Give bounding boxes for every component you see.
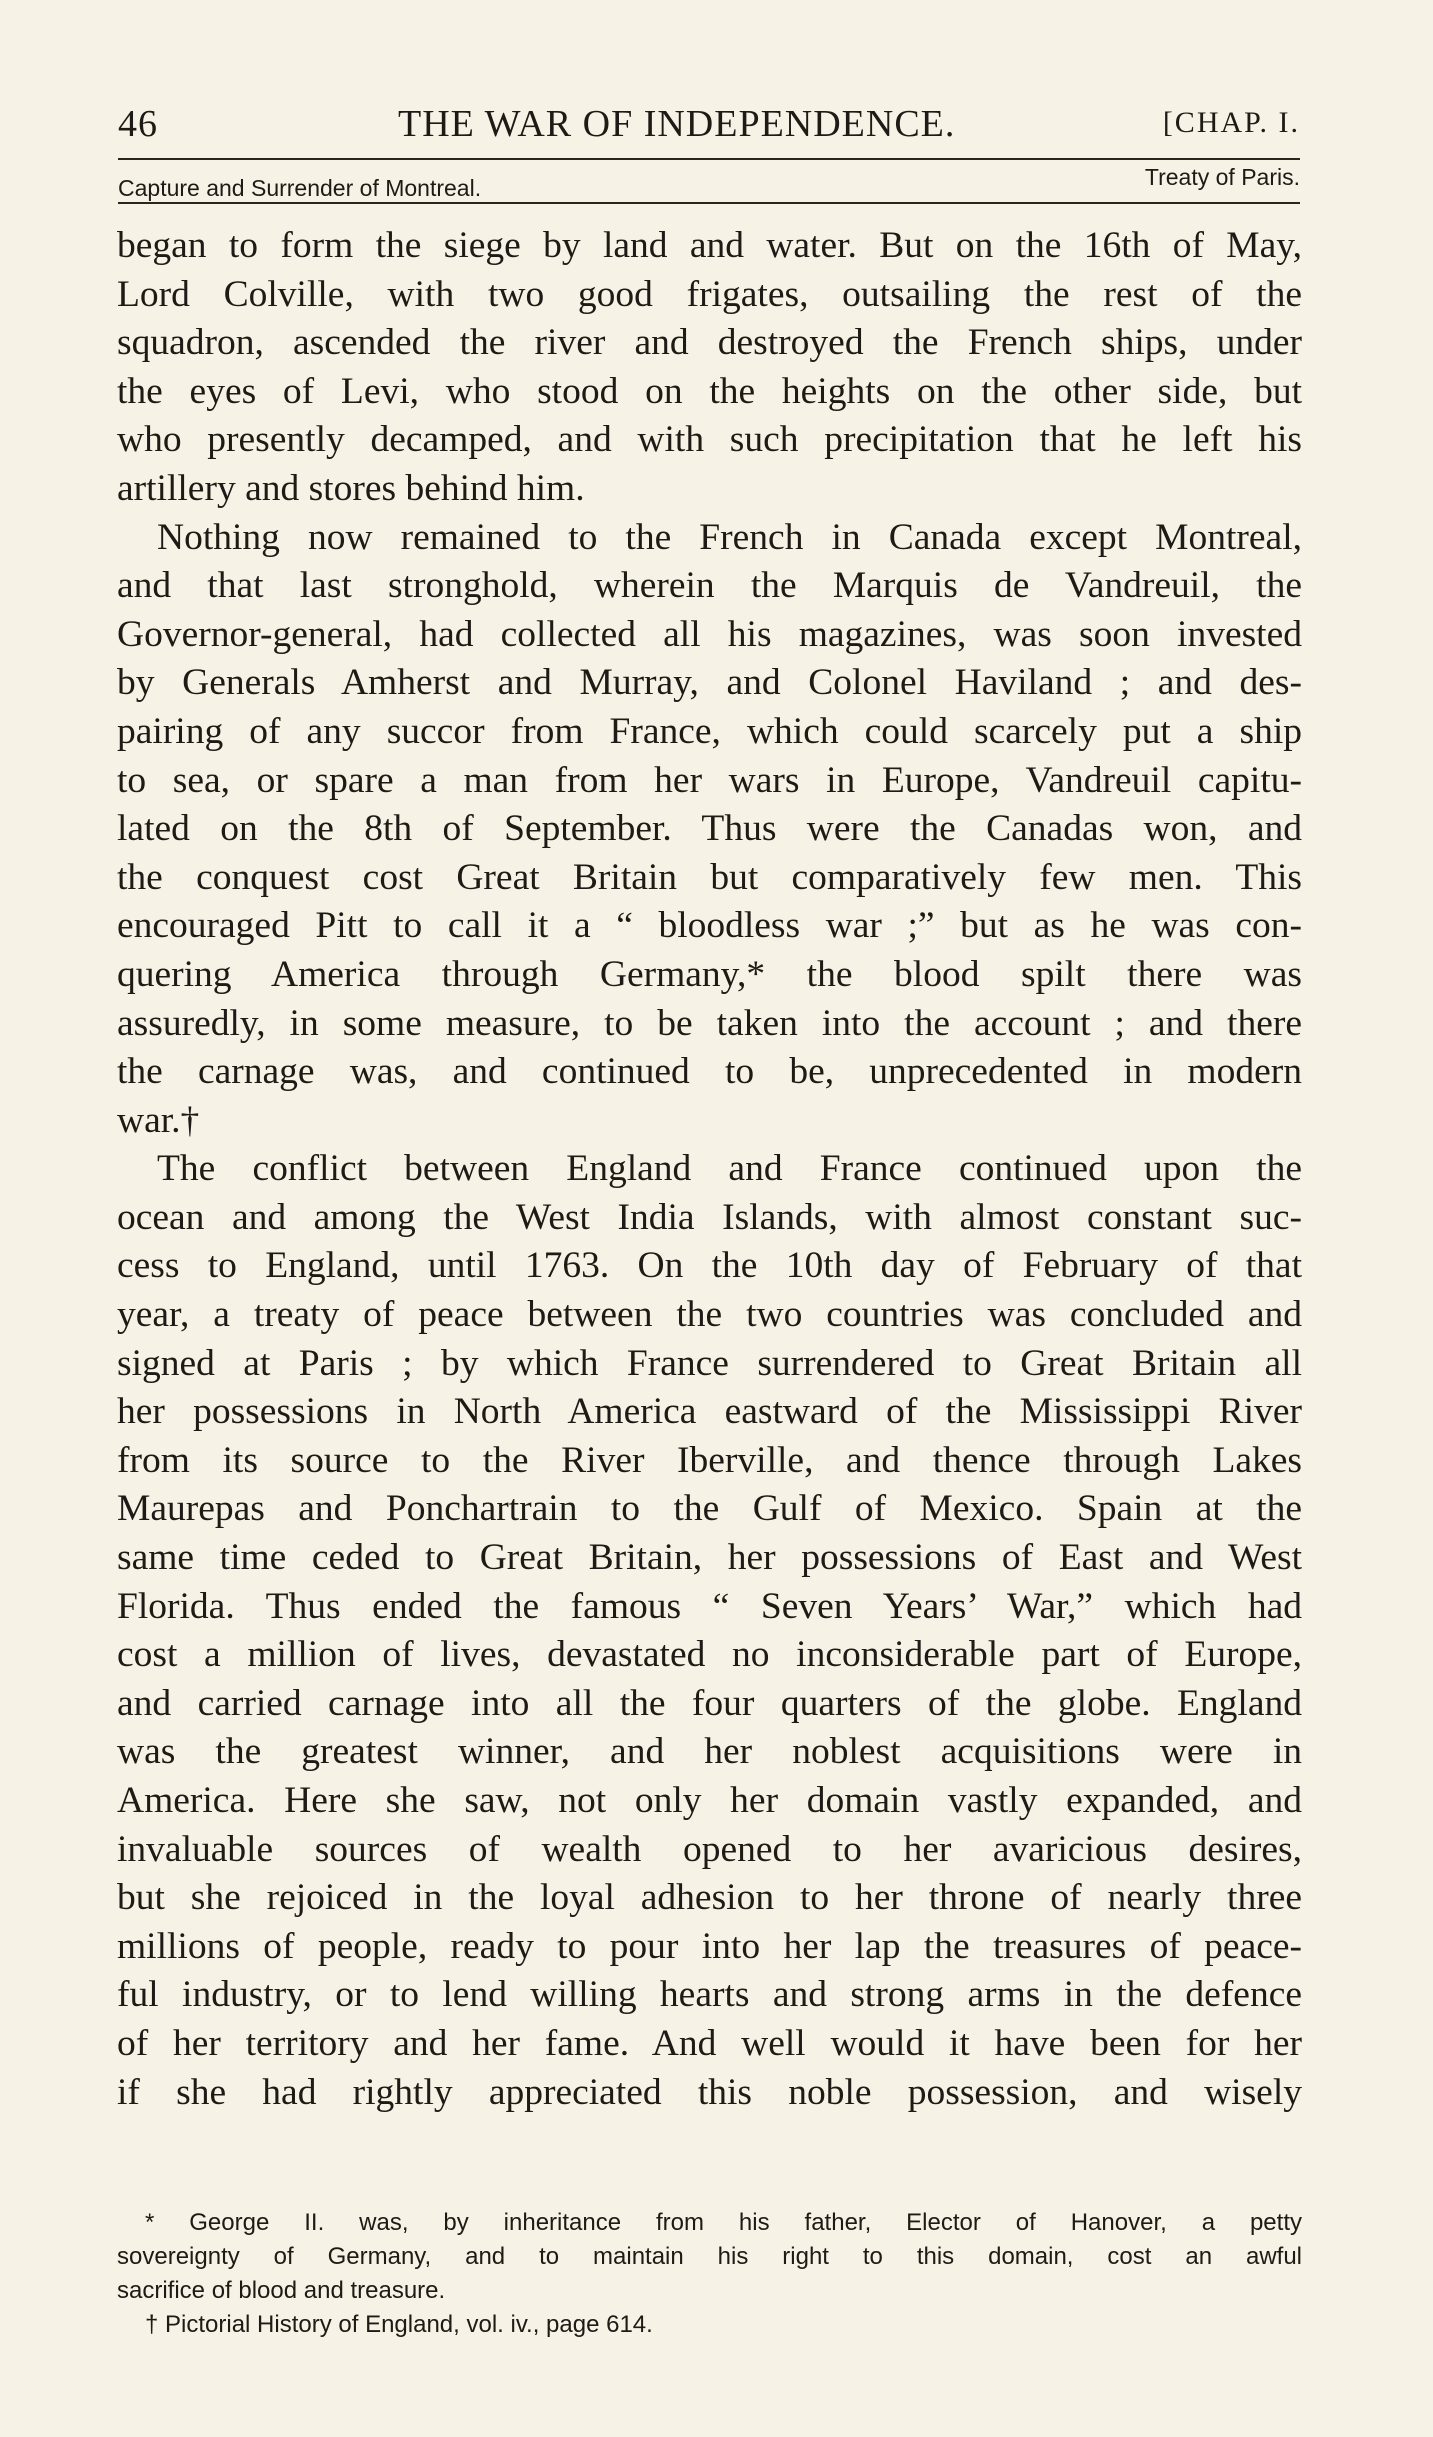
body-line: artillery and stores behind him. (117, 467, 585, 509)
body-line: by Generals Amherst and Murray, and Colonel Haviland ; and des- (117, 662, 1302, 704)
side-headings (118, 150, 1300, 210)
body-line: signed at Paris ; by which France surrendered to Great Britain all (117, 1342, 1302, 1384)
header-rule (118, 158, 1300, 160)
body-line: of her territory and her fame. And well would it have been for her (117, 2022, 1302, 2064)
body-line: lated on the 8th of September. Thus were the Canadas won, and (117, 808, 1302, 850)
body-line: to sea, or spare a man from her wars in Europe, Vandreuil capitu- (117, 759, 1302, 801)
footnote-line: * George II. was, by inheritance from his father, Elector of Hanover, a petty (145, 2209, 1302, 2236)
body-line: squadron, ascended the river and destroyed the French ships, under (117, 322, 1302, 364)
body-line: war.† (117, 1099, 200, 1141)
body-line: cess to England, until 1763. On the 10th day of February of that (117, 1245, 1302, 1287)
body-line: if she had rightly appreciated this noble possession, and wisely (117, 2071, 1302, 2113)
body-line: began to form the siege by land and water. But on the 16th of May, (117, 225, 1302, 266)
body-line: same time ceded to Great Britain, her possessions of East and West (117, 1537, 1302, 1579)
body-line: The conflict between England and France continued upon the (157, 1148, 1302, 1190)
body-line: pairing of any succor from France, which could scarcely put a ship (117, 710, 1302, 752)
body-line: Nothing now remained to the French in Canada except Montreal, (157, 516, 1302, 558)
body-line: invaluable sources of wealth opened to her avaricious desires, (117, 1828, 1302, 1870)
body-line: Florida. Thus ended the famous “ Seven Years’ War,” which had (117, 1585, 1302, 1627)
book-title: THE WAR OF INDEPENDENCE. (398, 103, 956, 145)
body-line: cost a million of lives, devastated no inconsiderable part of Europe, (117, 1634, 1302, 1676)
body-line: was the greatest winner, and her noblest acquisitions were in (117, 1731, 1302, 1773)
body-line: and carried carnage into all the four quarters of the globe. England (117, 1682, 1302, 1724)
sidenote-left: Capture and Surrender of Montreal. (118, 175, 489, 202)
footnotes (117, 2206, 1302, 2342)
chapter-reference: [CHAP. I. (1162, 106, 1300, 139)
body-line: the carnage was, and continued to be, unprecedented in modern (117, 1051, 1302, 1093)
sidenote-rule (118, 202, 1300, 204)
body-line: year, a treaty of peace between the two countries was concluded and (117, 1294, 1302, 1336)
body-line: who presently decamped, and with such precipitation that he left his (117, 419, 1302, 461)
page-number: 46 (118, 103, 158, 145)
body-line: the eyes of Levi, who stood on the heights on the other side, but (117, 370, 1302, 412)
body-line: from its source to the River Iberville, and thence through Lakes (117, 1439, 1302, 1481)
body-line: encouraged Pitt to call it a “ bloodless war ;” but as he was con- (117, 905, 1302, 947)
body-line: and that last stronghold, wherein the Marquis de Vandreuil, the (117, 565, 1302, 607)
body-line: quering America through Germany,* the blood spilt there was (117, 953, 1302, 995)
body-line: America. Here she saw, not only her domain vastly expanded, and (117, 1780, 1302, 1821)
body-line: Maurepas and Ponchartrain to the Gulf of Mexico. Spain at the (117, 1488, 1302, 1530)
footnote-line: sovereignty of Germany, and to maintain his right to this domain, cost an awful (117, 2243, 1302, 2270)
running-head (118, 102, 1300, 152)
body-line: Governor-general, had collected all his magazines, was soon invested (117, 613, 1302, 655)
body-line: ocean and among the West India Islands, with almost constant suc- (117, 1196, 1302, 1238)
sidenote-right: Treaty of Paris. (1137, 164, 1300, 191)
footnote-line: sacrifice of blood and treasure. (117, 2277, 446, 2304)
body-line: millions of people, ready to pour into her lap the treasures of peace- (117, 1925, 1302, 1967)
body-line: assuredly, in some measure, to be taken into the account ; and there (117, 1002, 1302, 1044)
body-line: ful industry, or to lend willing hearts and strong arms in the defence (117, 1974, 1302, 2016)
body-line: Lord Colville, with two good frigates, outsailing the rest of the (117, 273, 1302, 315)
body-line: the conquest cost Great Britain but comparatively few men. This (117, 856, 1302, 898)
footnote-line: † Pictorial History of England, vol. iv., page 614. (145, 2311, 653, 2338)
body-line: but she rejoiced in the loyal adhesion to her throne of nearly three (117, 1877, 1302, 1919)
body-line: her possessions in North America eastward of the Mississippi River (117, 1391, 1302, 1433)
body-text (117, 222, 1302, 2117)
